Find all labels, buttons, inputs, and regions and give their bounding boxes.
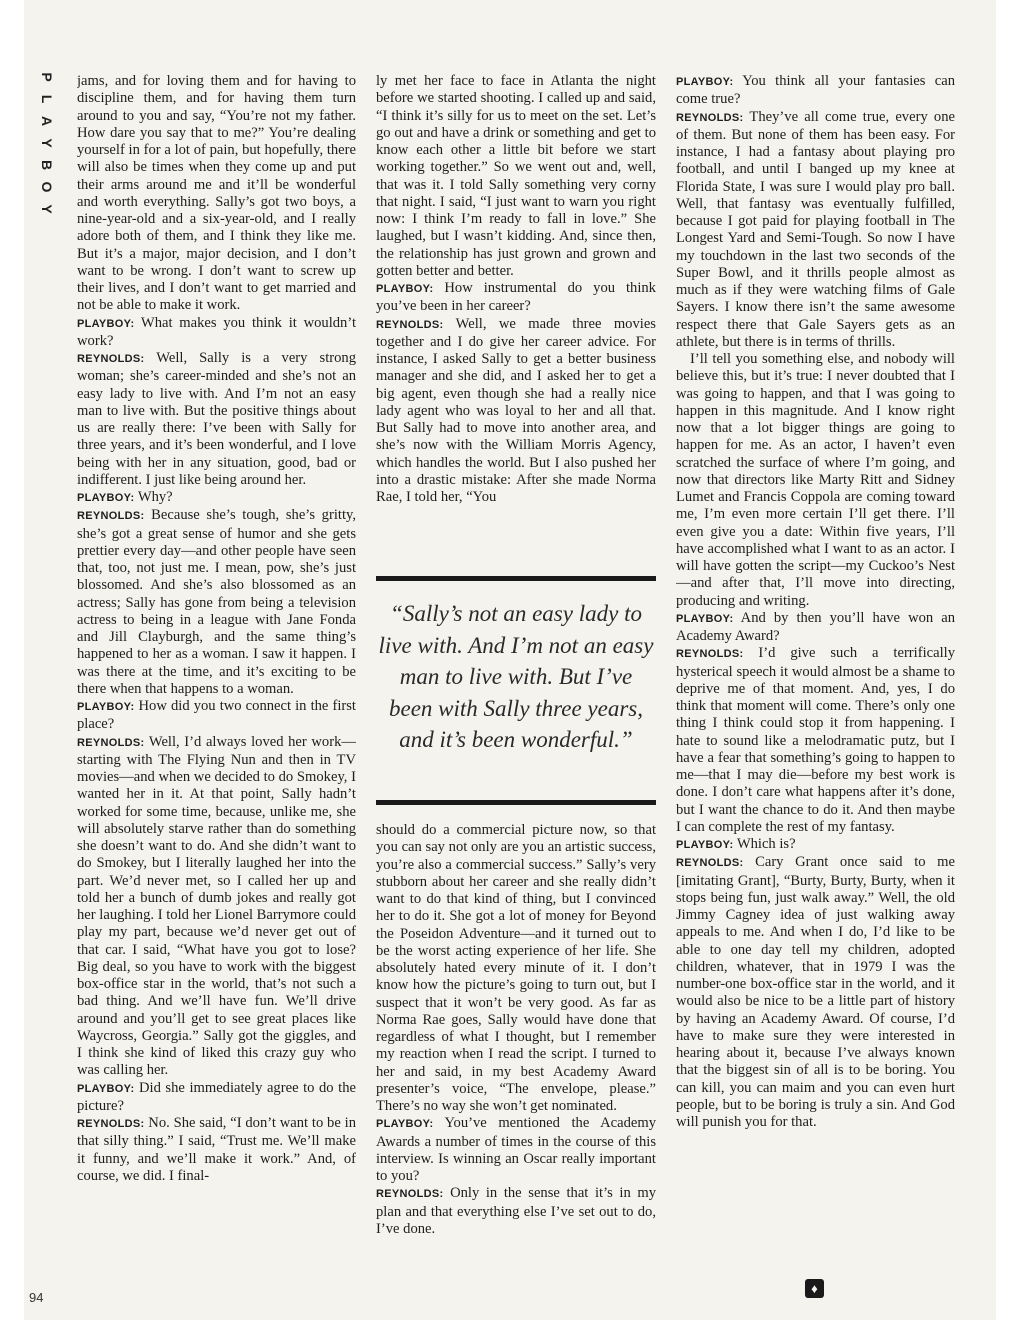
playboy-bunny-icon: ♦: [805, 1279, 824, 1298]
paragraph-text: I’ll tell you something else, and nobody will believe this, but it’s true: I never doubted that I was going to happen, and that I was going to happen in this magnitude. And I know right now that a lot bigger things are going to happen for me. As an actor, I haven’t even scratched the surface of where I’m going, and now that directors like Marty Ritt and Sidney Lumet and Francis Coppola are coming toward me, I’m even more certain I’ll get there. I’ll even give you a date: Within five years, I’ll have accomplished what I want to as an actor. I will have gotten the script—my Cuckoo’s Nest—and after that, I’ll move into directing, producing and writing.: [676, 351, 955, 609]
paragraph-text: How instrumental do you think you’ve been in her career?: [376, 280, 656, 315]
paragraph-text: And by then you’ll have won an Academy Award?: [676, 609, 955, 644]
paragraph-text: Why?: [137, 489, 173, 505]
speaker-label: PLAYBOY:: [77, 492, 135, 504]
interview-exchange: [77, 698, 356, 734]
article-column-3: [676, 73, 955, 1288]
masthead-letter: Y: [39, 204, 55, 214]
interview-exchange: [376, 280, 656, 316]
paragraph: [77, 73, 356, 315]
paragraph-text: What makes you think it wouldn’t work?: [77, 314, 356, 349]
paragraph-text: ly met her face to face in Atlanta the night before we started shooting. I called up and said, “I think it’s silly for us to meet on the set. Let’s go out and have a drink or something and get to know each other a little bit before we start working together.” So we went out and, well, that was it. I told Sally something very corny that night. I said, “I just want to warn you right now: I think I’m ready to fall in love.” She laughed, but I wasn’t kidding. And, since then, the relationship has just grown and grown and gotten better and better.: [376, 73, 656, 279]
masthead-letter: Y: [39, 138, 55, 148]
pull-quote-bottom-rule: [376, 800, 656, 805]
paragraph: [676, 351, 955, 610]
speaker-label: REYNOLDS:: [77, 353, 145, 365]
pull-quote-top-rule: [376, 576, 656, 581]
interview-exchange: [77, 1115, 356, 1185]
speaker-label: REYNOLDS:: [676, 857, 744, 870]
speaker-label: REYNOLDS:: [676, 648, 744, 661]
speaker-label: REYNOLDS:: [676, 111, 744, 124]
interview-exchange: [676, 73, 955, 109]
paragraph-text: No. She said, “I don’t want to be in that silly thing.” I said, “Trust me. We’ll make it funny, and we’ll make it work.” And, of course, we did. I final-: [77, 1115, 356, 1184]
paragraph-text: Well, we made three movies together and I do give her career advice. For instance, I asked Sally to get a better business manager and she did, and I asked her to get a big agent, even though she had a really nice lady agent who was loyal to her and all that. But Sally had to move into another area, and she’s now with the William Morris Agency, which handles the world. But I also pushed her into a drastic mistake: After she made Norma Rae, I told her, “You: [376, 315, 656, 505]
masthead-letter: L: [39, 94, 55, 104]
speaker-label: PLAYBOY:: [676, 76, 734, 88]
masthead-letter: O: [39, 181, 55, 193]
speaker-label: PLAYBOY:: [77, 701, 135, 713]
interview-exchange: [77, 507, 356, 698]
speaker-label: PLAYBOY:: [676, 612, 734, 625]
interview-exchange: [676, 645, 955, 836]
speaker-label: PLAYBOY:: [376, 1118, 434, 1131]
interview-exchange: [376, 316, 656, 507]
masthead-letter: A: [39, 115, 55, 127]
paragraph-text: Because she’s tough, she’s gritty, she’s got a great sense of humor and she gets prettier every day—and other people have seen that, too, not just me. I mean, pow, she’s just blossomed. And she’s also blossomed as an actress; Sally has gone from being a television actress to being in a league with Jane Fonda and Jill Clayburgh, and the same thing’s happened to her as a woman. I saw it happen. I was there at the time, and it’s exciting to be there when that happens to a woman.: [77, 507, 356, 697]
paragraph: [376, 822, 656, 1115]
paragraph-text: I’d give such a terrifically hysterical speech it would almost be a shame to deprive me of that moment. And, yes, I do think that moment will come. There’s only one thing I think could stop it from happening. I hate to sound like a melodramatic putz, but I have a fear that something’s going to happen to me—that I may die—before my best work is done. I don’t care what happens after it’s done, but I want the chance to do it. And then maybe I can complete the rest of my fantasy.: [676, 645, 955, 835]
interview-exchange: [676, 109, 955, 352]
interview-exchange: [77, 350, 356, 489]
speaker-label: REYNOLDS:: [376, 318, 444, 331]
paragraph-text: should do a commercial picture now, so that you can say not only are you an artistic success, you’re also a commercial success.” Sally’s very stubborn about her career and she really didn’t want to do that kind of thing, but I convinced her to do it. She got a lot of money for Beyond the Poseidon Adventure—and it turned out to be the worst acting experience of her life. She absolutely hated every minute of it. I don’t know how the picture’s going to turn out, but I suspect that it won’t be very good. As far as Norma Rae goes, Sally would have done that regardless of what I thought, but I remember my reaction when I read the script. I turned to her and said, in my best Academy Award presenter’s voice, “The envelope, please.” There’s no way she won’t get nominated.: [376, 822, 656, 1114]
article-column-1: [77, 73, 356, 1298]
interview-exchange: [676, 610, 955, 646]
interview-exchange: [77, 1080, 356, 1116]
paragraph-text: Which is?: [736, 836, 796, 852]
interview-exchange: [376, 1115, 656, 1185]
paragraph-text: jams, and for loving them and for having to discipline them, and for having them turn around to you and say, “You’re not my father. How dare you say that to me?” You’re dealing yourself in for a lot of pain, but hopefully, there will also be times when they come up and put their arms around me and it’ll be wonderful and worth everything. Sally’s got two boys, a nine-year-old and a six-year-old, and I really adore both of them, and I think they like me. But it’s a major, major decision, and I don’t want to be wrong. I don’t want to screw up their lives, and I don’t want to get married and not be able to make it work.: [77, 73, 356, 314]
article-column-2-bottom: [376, 822, 656, 1302]
speaker-label: REYNOLDS:: [376, 1188, 444, 1201]
paragraph-text: Did she immediately agree to do the picture?: [77, 1079, 356, 1114]
paragraph-text: You’ve mentioned the Academy Awards a number of times in the course of this interview. Is winning an Oscar really important to you?: [376, 1115, 656, 1184]
speaker-label: PLAYBOY:: [77, 1082, 135, 1095]
paragraph-text: Well, I’d always loved her work—starting with The Flying Nun and then in TV movies—and when we decided to do Smokey, I wanted her in it. At that point, Sally hadn’t worked for some time, because, unlike me, she will absolutely starve rather than do something she doesn’t want to do. And she didn’t want to do Smokey, but I literally laughed her into the part. We’d never met, so I called her up and told her a bunch of dumb jokes and really got her laughing. I told her Lionel Barrymore could play my part, because we’d never get out of that car. I said, “What have you got to lose? Big deal, so you have to work with the biggest box-office star in the world, that’s not such a bad thing. And we’ll have fun. We’ll drive around and you’ll get to see great places like Waycross, Georgia.” Sally got the giggles, and I think she kind of liked this crazy guy who was calling her.: [77, 733, 356, 1079]
interview-exchange: [77, 489, 356, 507]
speaker-label: REYNOLDS:: [77, 510, 145, 523]
paragraph-text: Cary Grant once said to me [imitating Grant], “Burty, Burty, Burty, when it stops being fun, just walk away.” Well, the old Jimmy Cagney idea of just walking away appeals to me. And when I do, I’d like to be able to one day tell my children, adopted children, whatever, that in 1979 I was the number-one box-office star in the world, and it would also be nice to be a little part of history by having an Academy Award. Of course, I’d have to make sure they were interested in hearing about it, because I’ve always known that the biggest sin of all is to be boring. You can kill, you can maim and you can even hurt people, but to be boring is truly a sin. And God will punish you for that.: [676, 854, 955, 1130]
paragraph-text: Only in the sense that it’s in my plan and that everything else I’ve set out to do, I’ve done.: [376, 1185, 656, 1237]
masthead-letter: P: [39, 72, 55, 82]
pull-quote: “Sally’s not an easy lady to live with. And I’m not an easy man to live with. But I’ve been with Sally three years, and it’s been wonderful.”: [378, 601, 654, 753]
page-number: 94: [29, 1290, 44, 1305]
paragraph-text: You think all your fantasies can come true?: [676, 73, 955, 108]
paragraph-text: Well, Sally is a very strong woman; she’s career-minded and she’s not an easy lady to live with. And I’m not an easy man to live with. But the positive things about us are really there: I’ve been with Sally for three years, and it’s been wonderful, and I love being with her in any situation, good, bad or indifferent. I just like being around her.: [77, 350, 356, 488]
interview-exchange: [77, 734, 356, 1080]
paragraph: [376, 73, 656, 280]
speaker-label: REYNOLDS:: [77, 1118, 145, 1130]
interview-exchange: [676, 854, 955, 1131]
speaker-label: REYNOLDS:: [77, 736, 145, 749]
speaker-label: PLAYBOY:: [676, 839, 734, 851]
interview-exchange: [676, 836, 955, 854]
paragraph-text: They’ve all come true, every one of them. But none of them has been easy. For instance, I had a fantasy about playing pro football, and until I banged up my knee at Florida State, I was sure I would play pro ball. Well, that fantasy was eventually fulfilled, because I got paid for playing football in The Longest Yard and Semi-Tough. So now I have my touchdown in the last two seconds of the Super Bowl, and it thrills people almost as much as if they were watching films of Gale Sayers. I know there isn’t the same awesome respect there that Gale Sayers gets as an athlete, but there is in terms of thrills.: [676, 108, 955, 350]
speaker-label: PLAYBOY:: [376, 283, 434, 295]
interview-exchange: [77, 315, 356, 351]
speaker-label: PLAYBOY:: [77, 317, 135, 330]
masthead-letter: B: [39, 159, 55, 171]
paragraph-text: How did you two connect in the first place?: [77, 698, 356, 733]
article-column-2-top: [376, 73, 656, 570]
interview-exchange: [376, 1185, 656, 1238]
playboy-vertical-masthead: [40, 66, 54, 220]
